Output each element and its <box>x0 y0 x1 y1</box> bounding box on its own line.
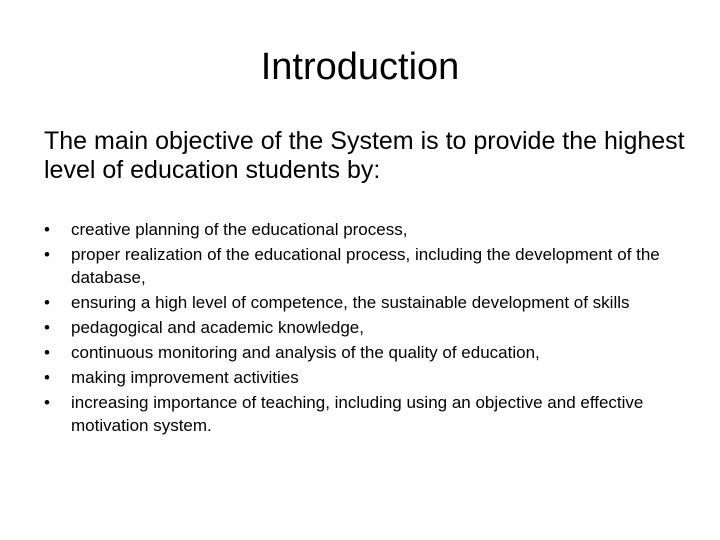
list-item <box>44 291 684 314</box>
lead-paragraph: The main objective of the System is to provide the highest level of education students by: <box>44 127 685 184</box>
slide-title: Introduction <box>260 46 460 88</box>
list-item-text: ensuring a high level of competence, the sustainable development of skills <box>71 293 630 312</box>
list-item-text: pedagogical and academic knowledge, <box>71 318 364 337</box>
list-item-text: continuous monitoring and analysis of the quality of education, <box>71 343 540 362</box>
list-item-text: proper realization of the educational process, including the development of the database, <box>71 245 660 287</box>
list-item <box>44 341 684 364</box>
bullet-icon: • <box>44 393 50 412</box>
list-item-text: creative planning of the educational process, <box>71 220 408 239</box>
bullet-icon: • <box>44 245 50 264</box>
bullet-icon: • <box>44 318 50 337</box>
list-item <box>44 366 684 389</box>
bullet-icon: • <box>44 220 50 239</box>
list-item <box>44 316 684 339</box>
bullet-list <box>44 218 684 439</box>
bullet-icon: • <box>44 293 50 312</box>
list-item-text: making improvement activities <box>71 368 299 387</box>
bullet-icon: • <box>44 368 50 387</box>
list-item <box>44 391 684 437</box>
list-item <box>44 243 684 289</box>
bullet-icon: • <box>44 343 50 362</box>
list-item <box>44 218 684 241</box>
list-item-text: increasing importance of teaching, including using an objective and effective motivation system. <box>71 393 644 435</box>
